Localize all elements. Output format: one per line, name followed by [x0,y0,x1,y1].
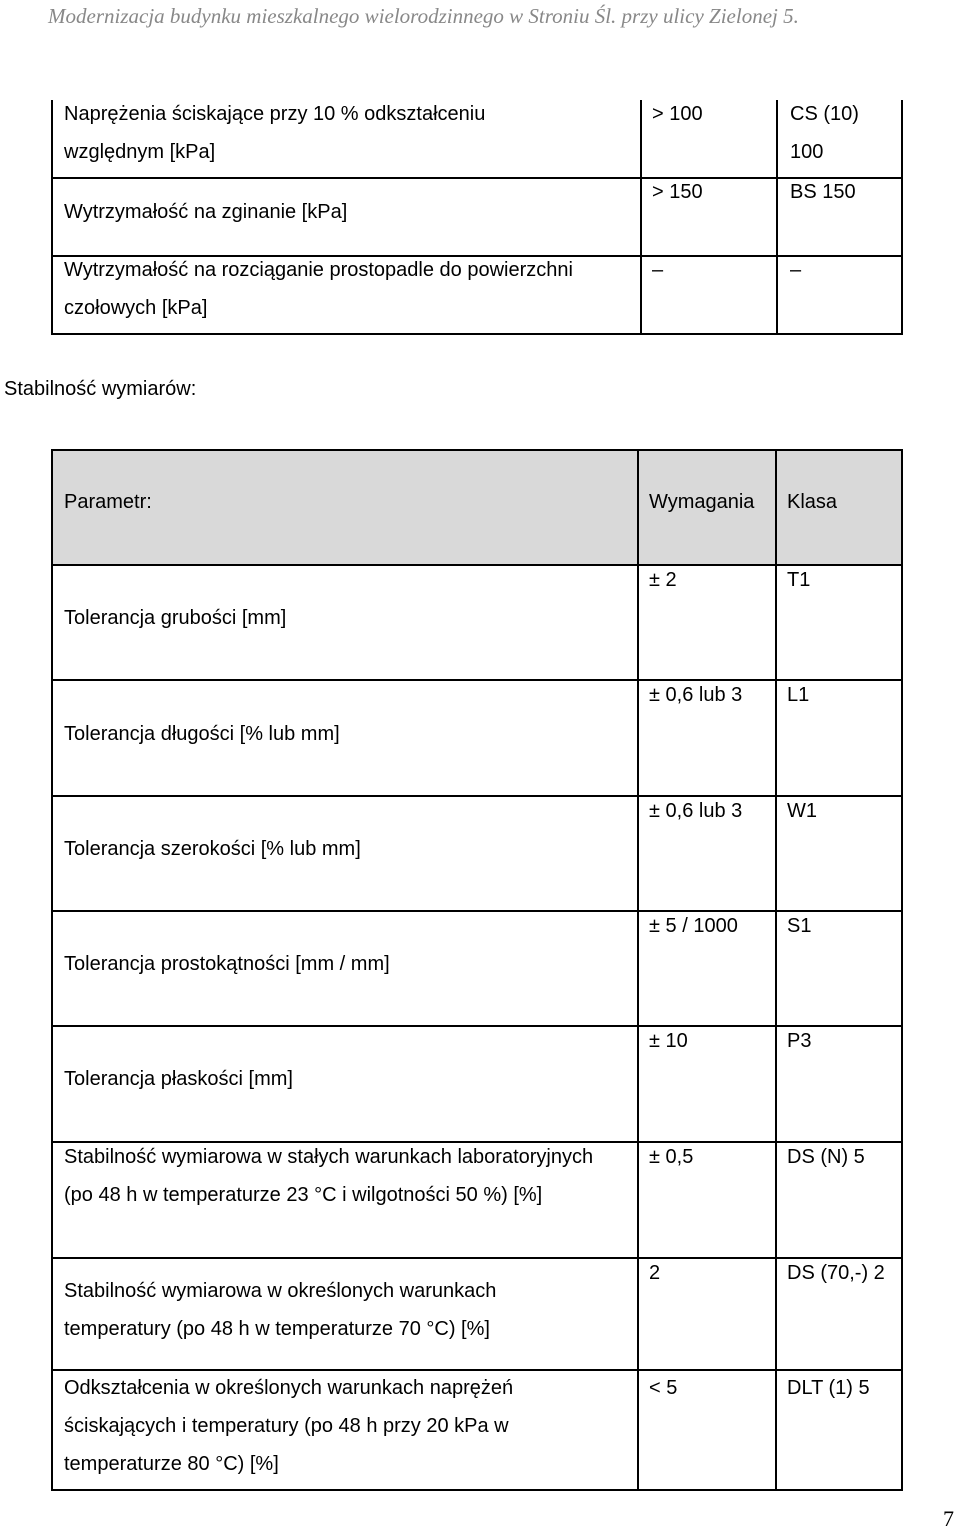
t2-r3-cls: W1 [787,800,817,822]
t1-r3-param: Wytrzymałość na rozciąganie prostopadle do powierzchni czołowych [kPa] [64,259,573,319]
t2-r6-cls: DS (N) 5 [787,1146,865,1168]
t2-left-border [51,449,53,1491]
t2-row-sep-header [51,564,903,566]
t2-r2-req: ± 0,6 lub 3 [649,684,743,706]
t2-divider-1 [637,449,639,1491]
t2-r1-param: Tolerancja grubości [mm] [64,607,287,629]
t2-r5-cls: P3 [787,1030,812,1052]
t2-r8-req: < 5 [649,1377,678,1399]
t2-r8-cls: DLT (1) 5 [787,1377,870,1399]
t2-r4-param: Tolerancja prostokątności [mm / mm] [64,953,390,975]
t2-r1-req: ± 2 [649,569,677,591]
section-label-dimension-stability: Stabilność wymiarów: [4,378,197,400]
running-header: Modernizacja budynku mieszkalnego wielorodzinnego w Stroniu Śl. przy ulicy Zielonej 5. [48,4,799,28]
t1-r1-param: Naprężenia ściskające przy 10 % odkształceniu względnym [kPa] [64,103,486,163]
t2-r7-req: 2 [649,1262,661,1284]
t2-r8-param: Odkształcenia w określonych warunkach naprężeń ściskających i temperatury (po 48 h przy 20 kPa w temperaturze 80 °C) [%] [64,1377,514,1475]
t2-row-sep-1 [51,679,903,681]
t1-r3-cls: – [790,259,802,281]
t2-divider-2 [775,449,777,1491]
t2-r2-param: Tolerancja długości [% lub mm] [64,723,340,745]
t2-r3-param: Tolerancja szerokości [% lub mm] [64,838,361,860]
t2-right-border [901,449,903,1491]
t1-r2-cls: BS 150 [790,181,856,203]
t2-r4-req: ± 5 / 1000 [649,915,738,937]
t1-r1-req: > 100 [652,103,703,125]
page-number: 7 [943,1506,954,1531]
t2-row-sep-6 [51,1257,903,1259]
t2-top-border [51,449,903,451]
t2-r6-param: Stabilność wymiarowa w stałych warunkach laboratoryjnych (po 48 h w temperaturze 23 °C i wilgotności 50 %) [%] [64,1146,594,1206]
t2-r2-cls: L1 [787,684,810,706]
t1-r1-cls: CS (10) 100 [790,103,859,163]
t2-header-param: Parametr: [64,491,152,513]
t2-r5-param: Tolerancja płaskości [mm] [64,1068,293,1090]
t2-r7-param: Stabilność wymiarowa w określonych warunkach temperatury (po 48 h w temperaturze 70 °C) [%] [64,1280,497,1340]
t2-r5-req: ± 10 [649,1030,688,1052]
t2-row-sep-4 [51,1025,903,1027]
t2-bottom-border [51,1489,903,1491]
t2-r4-cls: S1 [787,915,812,937]
t2-r3-req: ± 0,6 lub 3 [649,800,743,822]
t2-r1-cls: T1 [787,569,811,591]
t2-header-req: Wymagania [649,491,755,513]
t1-r3-req: – [652,259,664,281]
t1-r2-req: > 150 [652,181,703,203]
t2-row-sep-2 [51,795,903,797]
t2-header-cls: Klasa [787,491,838,513]
t2-row-sep-3 [51,910,903,912]
t1-r2-param: Wytrzymałość na zginanie [kPa] [64,201,348,223]
t2-r6-req: ± 0,5 [649,1146,694,1168]
t2-r7-cls: DS (70,-) 2 [787,1262,885,1284]
